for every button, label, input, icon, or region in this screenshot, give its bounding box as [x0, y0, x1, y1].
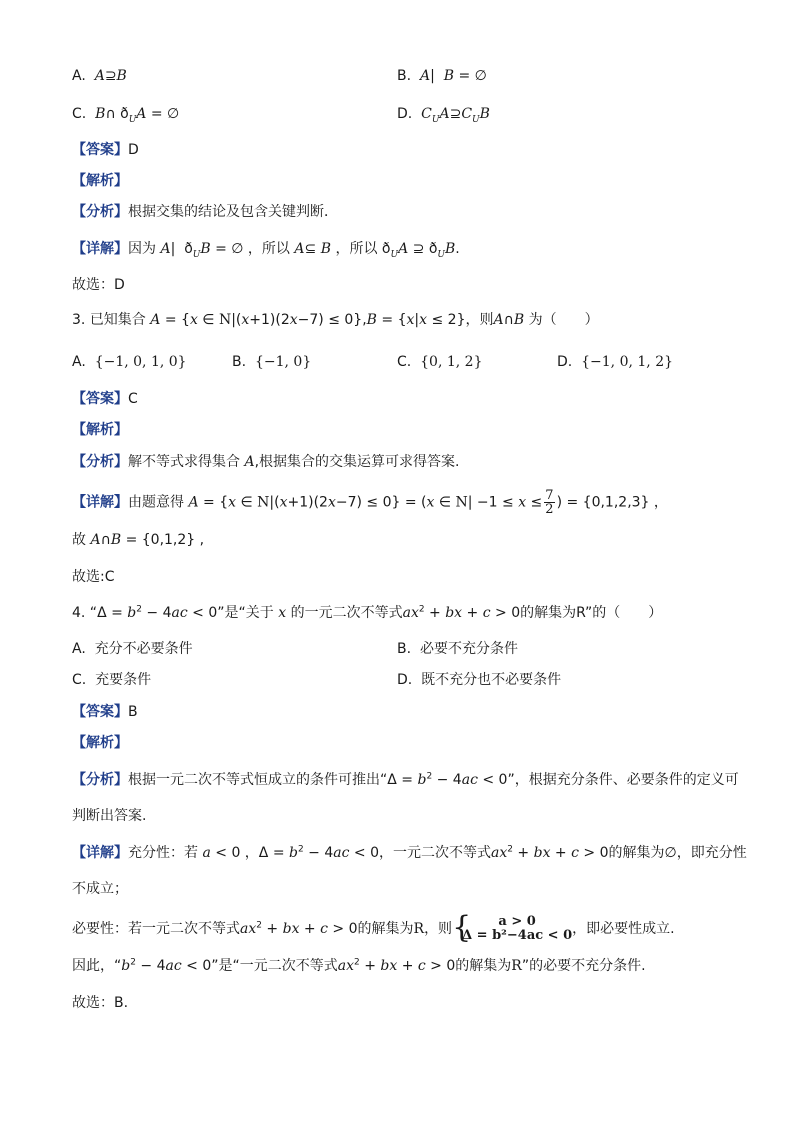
- q3-analysis-heading: 【解析】: [72, 422, 128, 438]
- q2-fenxi: 【分析】根据交集的结论及包含关键判断．: [72, 204, 338, 220]
- q4-option-b: B. 必要不充分条件: [397, 641, 518, 657]
- q4-fenxi-cont: 判断出答案.: [72, 808, 147, 824]
- q3-option-c: C. {0, 1, 2}: [397, 354, 483, 370]
- q4-case-system: { a > 0 Δ = b²−4ac < 0: [452, 910, 573, 945]
- q2-choose: 故选：D: [72, 277, 125, 293]
- q3-option-d: D. {−1, 0, 1, 2}: [557, 354, 674, 370]
- q2-analysis-heading: 【解析】: [72, 173, 128, 189]
- q4-option-a: A. 充分不必要条件: [72, 641, 193, 657]
- q4-necessity: 必要性：若一元二次不等式$ax^2$ + bx + c > 0的解集为R，则 { a > 0 Δ = b²−4ac < 0 ，即必要性成立.: [72, 910, 675, 945]
- q4-sufficiency-cont: 不成立；: [72, 881, 128, 897]
- q2-option-d: D. $C_UA⊇C_UB$: [397, 106, 490, 125]
- q3-fenxi: 【分析】解不等式求得集合 A,根据集合的交集运算可求得答案.: [72, 454, 460, 470]
- q3-xiangjie: 【详解】由题意得 A = {x ∈ N|(x+1)(2x−7) ≤ 0} = (x ∈ N| −1 ≤ x ≤ $\frac{7}{2}$ ) = {0,1,2,3} ，: [72, 488, 668, 517]
- q4-fenxi: 【分析】根据一元二次不等式恒成立的条件可推出“$\Delta = b^2 - 4ac < 0$”，根据充分条件、必要条件的定义可: [72, 771, 739, 788]
- q4-xiangjie-sufficiency: 【详解】充分性：若 a < 0 ，$\Delta = b^2 - 4ac < 0$，一元二次不等式$ax^2$ + bx + c > 0的解集为∅，即充分性: [72, 844, 747, 861]
- q3-intersection: 故 A∩B = {0,1,2} ,: [72, 532, 205, 548]
- q4-choose: 故选：B.: [72, 995, 129, 1011]
- q4-answer: 【答案】B: [72, 704, 138, 720]
- q2-option-a: A. A⊇B: [72, 68, 127, 84]
- q3-choose: 故选:C: [72, 569, 115, 585]
- q2-option-b: B. A| B = ∅: [397, 68, 487, 84]
- q4-option-c: C. 充要条件: [72, 672, 152, 688]
- q3-answer: 【答案】C: [72, 391, 138, 407]
- q4-option-d: D. 既不充分也不必要条件: [397, 672, 562, 688]
- q3-stem: 3. 已知集合 A = {x ∈ N|(x+1)(2x−7) ≤ 0},B = {x|x ≤ 2}，则A∩B 为（ ）: [72, 312, 599, 328]
- q3-option-b: B. {−1, 0}: [232, 354, 312, 370]
- q2-xiangjie: 【详解】因为 A| $ð_UB$ = ∅ ，所以 A⊆ B ，所以 $ð_UA$ ⊇ $ð_UB$.: [72, 241, 460, 260]
- q4-stem: 4. “$\Delta = b^2 - 4ac < 0$”是“关于 x 的一元二次不等式$ax^2$ + bx + c > 0的解集为R”的（ ）: [72, 604, 663, 621]
- q2-answer: 【答案】D: [72, 142, 139, 158]
- q4-analysis-heading: 【解析】: [72, 735, 128, 751]
- q4-conclusion: 因此，“$b^2 - 4ac < 0$”是“一元二次不等式$ax^2$ + bx + c > 0的解集为R”的必要不充分条件.: [72, 957, 646, 974]
- q3-option-a: A. {−1, 0, 1, 0}: [72, 354, 187, 370]
- q2-option-c: C. B∩ $ð_UA$ = ∅: [72, 106, 180, 125]
